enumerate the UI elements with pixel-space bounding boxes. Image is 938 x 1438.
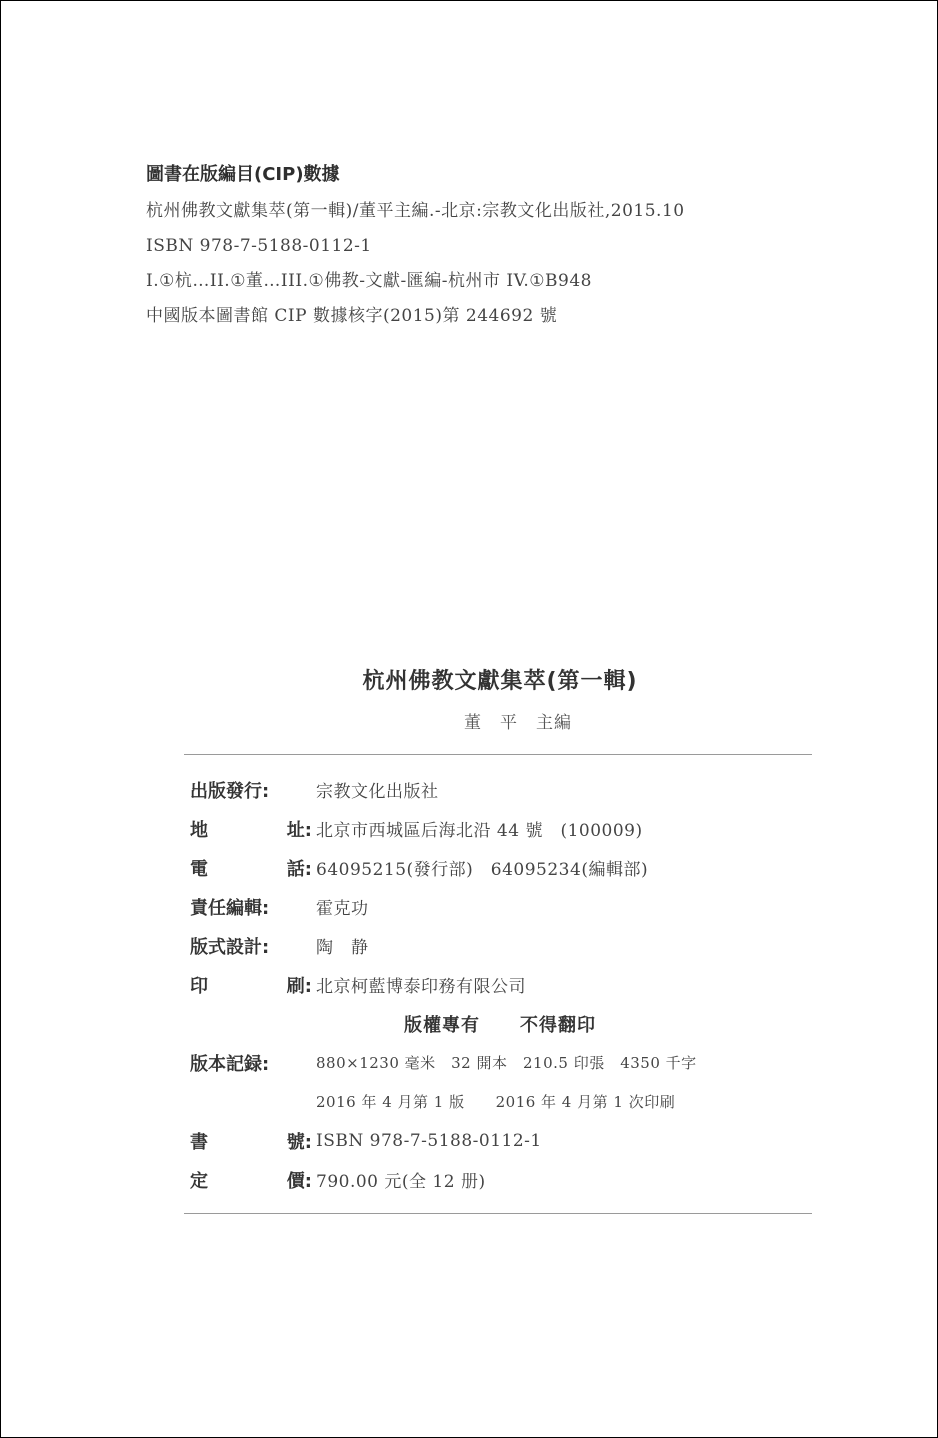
divider-bottom	[184, 1213, 812, 1214]
row-book-number	[190, 1121, 810, 1160]
value-printer: 北京柯藍博泰印務有限公司	[316, 977, 526, 997]
label-design: 版式設計:	[190, 936, 270, 958]
value-phone: 64095215(發行部) 64095234(編輯部)	[316, 860, 649, 880]
cip-line-record-number: 中國版本圖書館 CIP 數據核字(2015)第 244692 號	[146, 306, 558, 326]
row-printer	[190, 965, 810, 1004]
label-phone: 電 話:	[190, 858, 312, 880]
book-title: 杭州佛教文獻集萃(第一輯)	[362, 669, 638, 694]
rights-reserved: 版權專有	[404, 1014, 480, 1036]
cip-line-title: 杭州佛教文獻集萃(第一輯)/董平主編.-北京:宗教文化出版社,2015.10	[146, 201, 685, 221]
label-editor-in-charge: 責任編輯:	[190, 897, 270, 919]
value-design: 陶 静	[316, 938, 369, 958]
row-edition-dates	[190, 1082, 810, 1121]
cip-block	[146, 160, 906, 334]
label-address: 地 址:	[190, 819, 312, 841]
value-editor-in-charge: 霍克功	[316, 899, 369, 919]
label-book-number: 書 號:	[190, 1131, 312, 1153]
row-price	[190, 1160, 810, 1199]
divider-top	[184, 754, 812, 755]
label-edition: 版本記録:	[190, 1053, 270, 1075]
cip-heading: 圖書在版編目(CIP)數據	[146, 164, 340, 185]
label-publisher: 出版發行:	[190, 780, 270, 802]
row-address	[190, 809, 810, 848]
label-price: 定 價:	[190, 1170, 312, 1192]
label-printer: 印 刷:	[190, 975, 312, 997]
cip-line-classification: I.①杭…II.①董…III.①佛教-文獻-匯編-杭州市 IV.①B948	[146, 271, 592, 291]
row-phone	[190, 848, 810, 887]
no-reproduction: 不得翻印	[520, 1014, 596, 1036]
row-design	[190, 926, 810, 965]
value-book-number: ISBN 978-7-5188-0112-1	[316, 1130, 542, 1151]
value-edition-format: 880×1230 毫米 32 開本 210.5 印張 4350 千字	[316, 1054, 697, 1072]
value-address: 北京市西城區后海北沿 44 號 (100009)	[316, 821, 643, 841]
value-publisher: 宗教文化出版社	[316, 782, 439, 802]
row-rights	[190, 1004, 810, 1043]
book-editor: 董 平 主編	[464, 713, 572, 733]
row-edition	[190, 1043, 810, 1082]
colophon-table	[190, 770, 810, 1199]
row-publisher	[190, 770, 810, 809]
value-price: 790.00 元(全 12 册)	[316, 1172, 486, 1192]
value-edition-dates: 2016 年 4 月第 1 版 2016 年 4 月第 1 次印刷	[316, 1093, 676, 1111]
row-editor-in-charge	[190, 887, 810, 926]
cip-line-isbn: ISBN 978-7-5188-0112-1	[146, 236, 372, 256]
